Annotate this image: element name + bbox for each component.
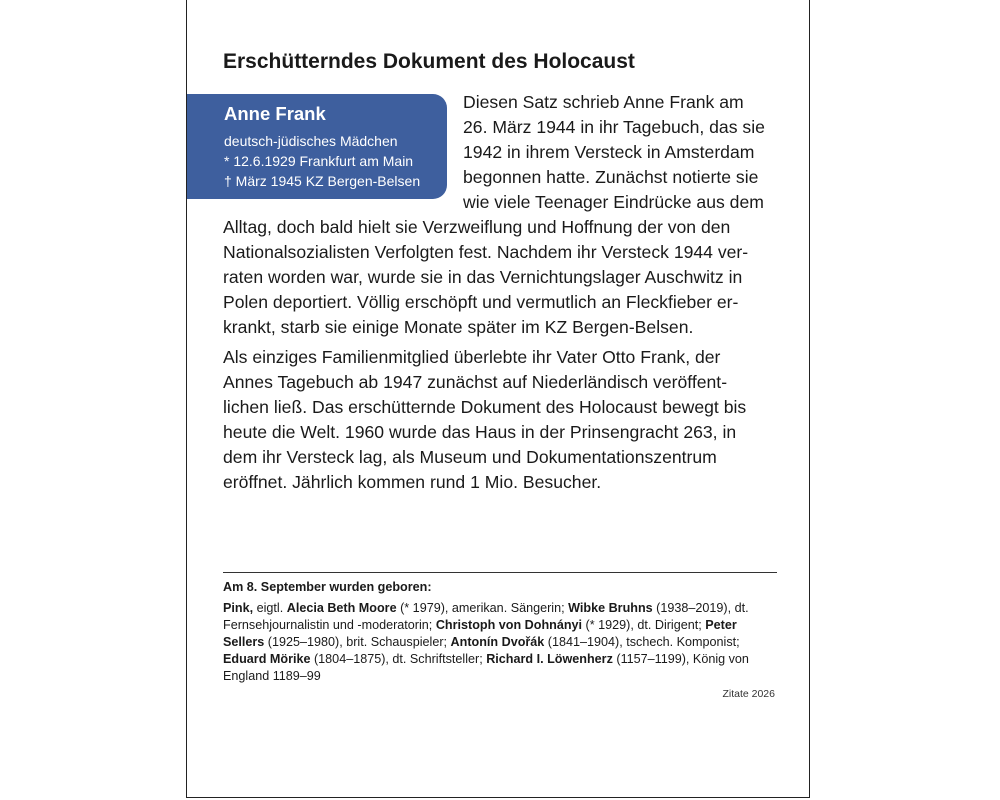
births-name: Christoph von Dohnányi xyxy=(435,618,583,632)
footer-label: Zitate 2026 xyxy=(722,688,775,700)
text-line: dem ihr Versteck lag, als Museum und Dokumentationszentrum xyxy=(223,447,717,467)
text-line: Alltag, doch bald hielt sie Verzweiflung und Hoffnung der von den xyxy=(223,217,731,237)
births-name: Richard I. Löwenherz xyxy=(486,652,613,666)
page-title: Erschütterndes Dokument des Holocaust xyxy=(223,50,635,73)
divider xyxy=(223,572,777,573)
births-text: (* 1929), dt. Dirigent; xyxy=(582,618,706,632)
bio-birth: * 12.6.1929 Frankfurt am Main xyxy=(224,153,414,169)
births-list xyxy=(223,600,783,685)
text-line: Nationalsozialisten Verfolgten fest. Nachdem ihr Versteck 1944 ver- xyxy=(223,242,749,262)
bio-death: † März 1945 KZ Bergen-Belsen xyxy=(224,173,421,189)
births-text: (1804–1875), dt. Schriftsteller; xyxy=(310,652,487,666)
text-line: begonnen hatte. Zunächst notierte sie xyxy=(463,167,759,187)
births-name: Peter xyxy=(705,618,737,632)
births-heading: Am 8. September wurden geboren: xyxy=(223,580,432,594)
births-name: Pink, xyxy=(223,601,254,615)
births-line xyxy=(223,634,783,651)
births-line xyxy=(223,668,783,685)
births-line xyxy=(223,651,783,668)
births-name: Sellers xyxy=(223,635,265,649)
text-line: heute die Welt. 1960 wurde das Haus in der Prinsengracht 263, in xyxy=(223,422,737,442)
text-line: Annes Tagebuch ab 1947 zunächst auf Niederländisch veröffent- xyxy=(223,372,728,392)
paragraph-2 xyxy=(223,345,746,495)
births-section xyxy=(223,579,783,685)
births-text: eigtl. xyxy=(253,601,287,615)
calendar-page xyxy=(186,0,810,798)
text-line: Als einziges Familienmitglied überlebte ihr Vater Otto Frank, der xyxy=(223,347,721,367)
text-line: wie viele Teenager Eindrücke aus dem xyxy=(463,192,764,212)
births-name: Antonín Dvořák xyxy=(450,635,545,649)
bio-box xyxy=(187,94,447,199)
births-name: Alecia Beth Moore xyxy=(286,601,397,615)
bio-name: Anne Frank xyxy=(224,103,326,124)
births-line xyxy=(223,600,783,617)
paragraph-1-side xyxy=(463,90,765,215)
text-line: Polen deportiert. Völlig erschöpft und vermutlich an Fleckfieber er- xyxy=(223,292,739,312)
text-line: lichen ließ. Das erschütternde Dokument des Holocaust bewegt bis xyxy=(223,397,747,417)
paragraph-1-full xyxy=(223,215,748,340)
text-line: eröffnet. Jährlich kommen rund 1 Mio. Besucher. xyxy=(223,472,602,492)
text-line: raten worden war, wurde sie in das Vernichtungslager Auschwitz in xyxy=(223,267,743,287)
births-line xyxy=(223,617,783,634)
births-text: (1938–2019), dt. xyxy=(652,601,749,615)
bio-description: deutsch-jüdisches Mädchen xyxy=(224,133,398,149)
births-text: (* 1979), amerikan. Sängerin; xyxy=(396,601,569,615)
text-line: krankt, starb sie einige Monate später im KZ Bergen-Belsen. xyxy=(223,317,694,337)
births-name: Wibke Bruhns xyxy=(568,601,653,615)
births-text: Fernsehjournalistin und -moderatorin; xyxy=(223,618,436,632)
text-line: 1942 in ihrem Versteck in Amsterdam xyxy=(463,142,755,162)
text-line: 26. März 1944 in ihr Tagebuch, das sie xyxy=(463,117,765,137)
births-text: (1925–1980), brit. Schauspieler; xyxy=(264,635,451,649)
births-text: England 1189–99 xyxy=(223,669,321,683)
births-text: (1157–1199), König von xyxy=(612,652,749,666)
text-line: Diesen Satz schrieb Anne Frank am xyxy=(463,92,744,112)
births-name: Eduard Mörike xyxy=(223,652,311,666)
births-text: (1841–1904), tschech. Komponist; xyxy=(544,635,740,649)
